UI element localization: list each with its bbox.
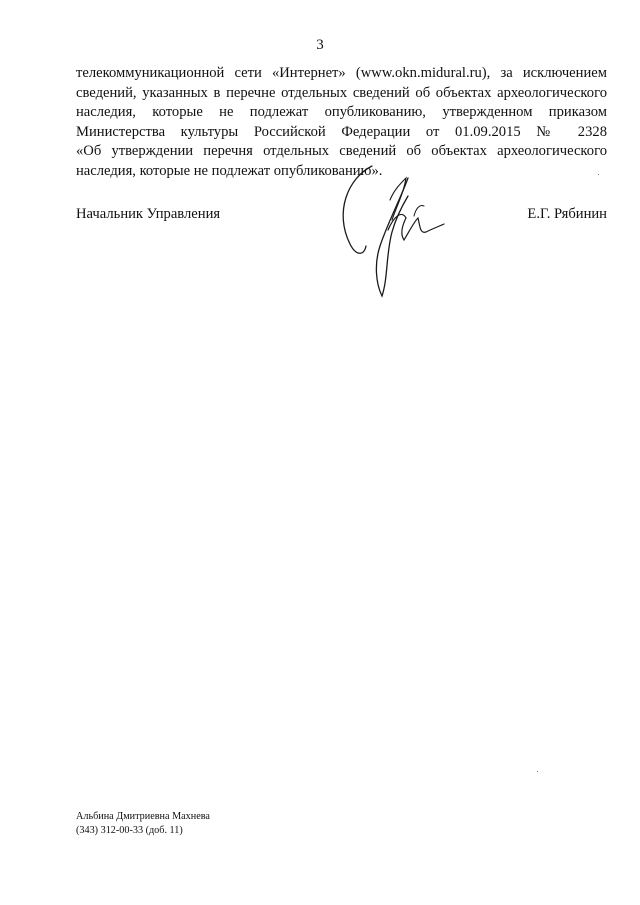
- body-line: Министерства культуры Российской Федерации от 01.09.2015 № 2328: [76, 123, 607, 140]
- body-line: «Об утверждении перечня отдельных сведений об объектах археологического: [76, 143, 607, 160]
- handwritten-signature: [330, 160, 450, 300]
- contact-phone: (343) 312-00-33 (доб. 11): [76, 824, 183, 836]
- body-line: наследия, которые не подлежат опубликованию, утвержденном приказом: [76, 104, 607, 121]
- contact-block: [76, 810, 210, 837]
- body-line: телекоммуникационной сети «Интернет» (www.okn.midural.ru), за исключением: [76, 65, 607, 81]
- position-title: Начальник Управления: [76, 206, 221, 222]
- body-line: наследия, которые не подлежат опубликованию».: [76, 162, 383, 179]
- scan-speck: [598, 174, 599, 175]
- page-number: 3: [316, 37, 324, 53]
- signer-name: Е.Г. Рябинин: [527, 206, 607, 222]
- scan-speck: [537, 771, 538, 772]
- body-line: сведений, указанных в перечне отдельных сведений об объектах археологического: [76, 84, 607, 101]
- contact-name: Альбина Дмитриевна Махнева: [76, 811, 210, 822]
